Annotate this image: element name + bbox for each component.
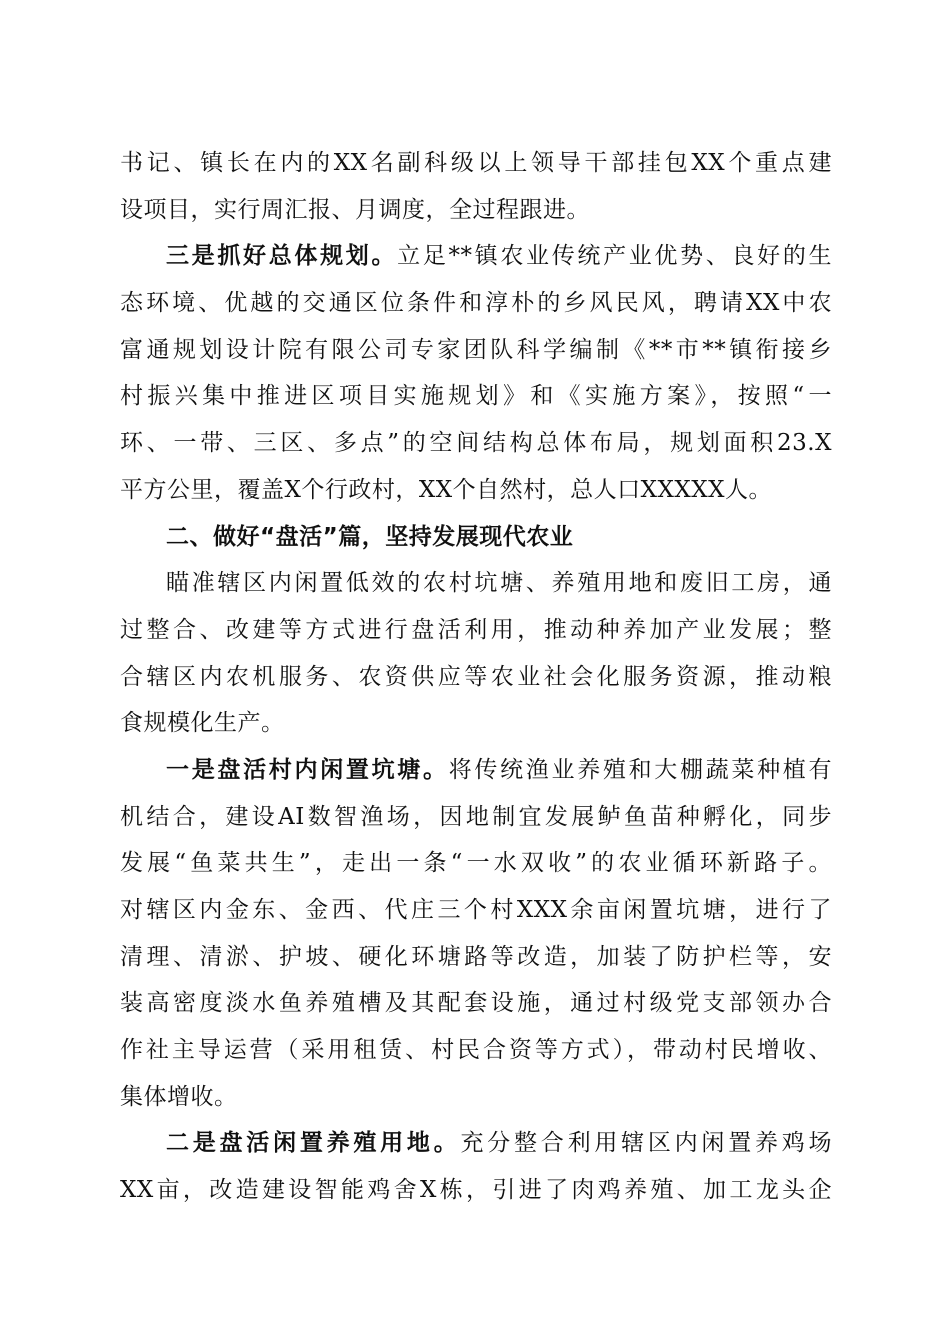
text-line: 发展“鱼菜共生”，走出一条“一水双收”的农业循环新路子。 bbox=[120, 850, 832, 877]
paragraph-section-intro bbox=[120, 560, 832, 747]
text-line: 机结合，建设AI数智渔场，因地制宜发展鲈鱼苗种孵化，同步 bbox=[120, 803, 832, 830]
text-line: 食规模化生产。 bbox=[120, 710, 285, 737]
text-line: 合辖区内农机服务、农资供应等农业社会化服务资源，推动粮 bbox=[120, 663, 832, 690]
text-line: 书记、镇长在内的XX名副科级以上领导干部挂包XX个重点建 bbox=[120, 150, 832, 176]
text-line: 清理、清淤、护坡、硬化环塘路等改造，加装了防护栏等，安 bbox=[120, 943, 832, 970]
document-page bbox=[120, 140, 832, 1214]
text-line: 设项目，实行周汇报、月调度，全过程跟进。 bbox=[120, 196, 590, 223]
text-line: 富通规划设计院有限公司专家团队科学编制《**市**镇衔接乡 bbox=[120, 336, 832, 363]
text-line: XX亩，改造建设智能鸡舍X栋，引进了肉鸡养殖、加工龙头企 bbox=[120, 1177, 832, 1204]
text-line: 过整合、改建等方式进行盘活利用，推动种养加产业发展；整 bbox=[120, 616, 832, 643]
text-line: 装高密度淡水鱼养殖槽及其配套设施，通过村级党支部领办合 bbox=[120, 990, 832, 1017]
paragraph-continuation bbox=[120, 140, 832, 233]
text-line: 平方公里，覆盖X个行政村，XX个自然村，总人口XXXXX人。 bbox=[120, 476, 772, 503]
text-line: 集体增收。 bbox=[120, 1083, 238, 1110]
paragraph-lead: 一是盘活村内闲置坑塘。 bbox=[166, 755, 449, 783]
paragraph-lead: 三是抓好总体规划。 bbox=[166, 242, 398, 270]
paragraph-lead: 二是盘活闲置养殖用地。 bbox=[166, 1129, 461, 1157]
text-line: 瞄准辖区内闲置低效的农村坑塘、养殖用地和废旧工房，通 bbox=[166, 570, 832, 597]
paragraph-idle-farmland bbox=[120, 1120, 832, 1213]
text-run: 将传统渔业养殖和大棚蔬菜种植有 bbox=[448, 756, 833, 783]
paragraph-overall-plan bbox=[120, 233, 832, 513]
text-line: 态环境、优越的交通区位条件和淳朴的乡风民风，聘请XX中农 bbox=[120, 290, 832, 317]
text-line bbox=[120, 233, 832, 280]
text-line bbox=[120, 1120, 832, 1167]
text-line: 作社主导运营（采用租赁、村民合资等方式），带动村民增收、 bbox=[120, 1037, 832, 1064]
text-line: 对辖区内金东、金西、代庄三个村XXX余亩闲置坑塘，进行了 bbox=[120, 897, 832, 923]
paragraph-idle-ponds bbox=[120, 747, 832, 1121]
text-run: 立足**镇农业传统产业优势、良好的生 bbox=[397, 243, 833, 270]
text-run: 充分整合利用辖区内闲置养鸡场 bbox=[460, 1130, 833, 1157]
section-heading: 二、做好“盘活”篇，坚持发展现代农业 bbox=[166, 523, 574, 550]
text-line bbox=[120, 747, 832, 794]
text-line: 环、一带、三区、多点”的空间结构总体布局，规划面积23.X bbox=[120, 430, 832, 457]
text-line: 村振兴集中推进区项目实施规划》和《实施方案》，按照“一 bbox=[120, 383, 832, 410]
